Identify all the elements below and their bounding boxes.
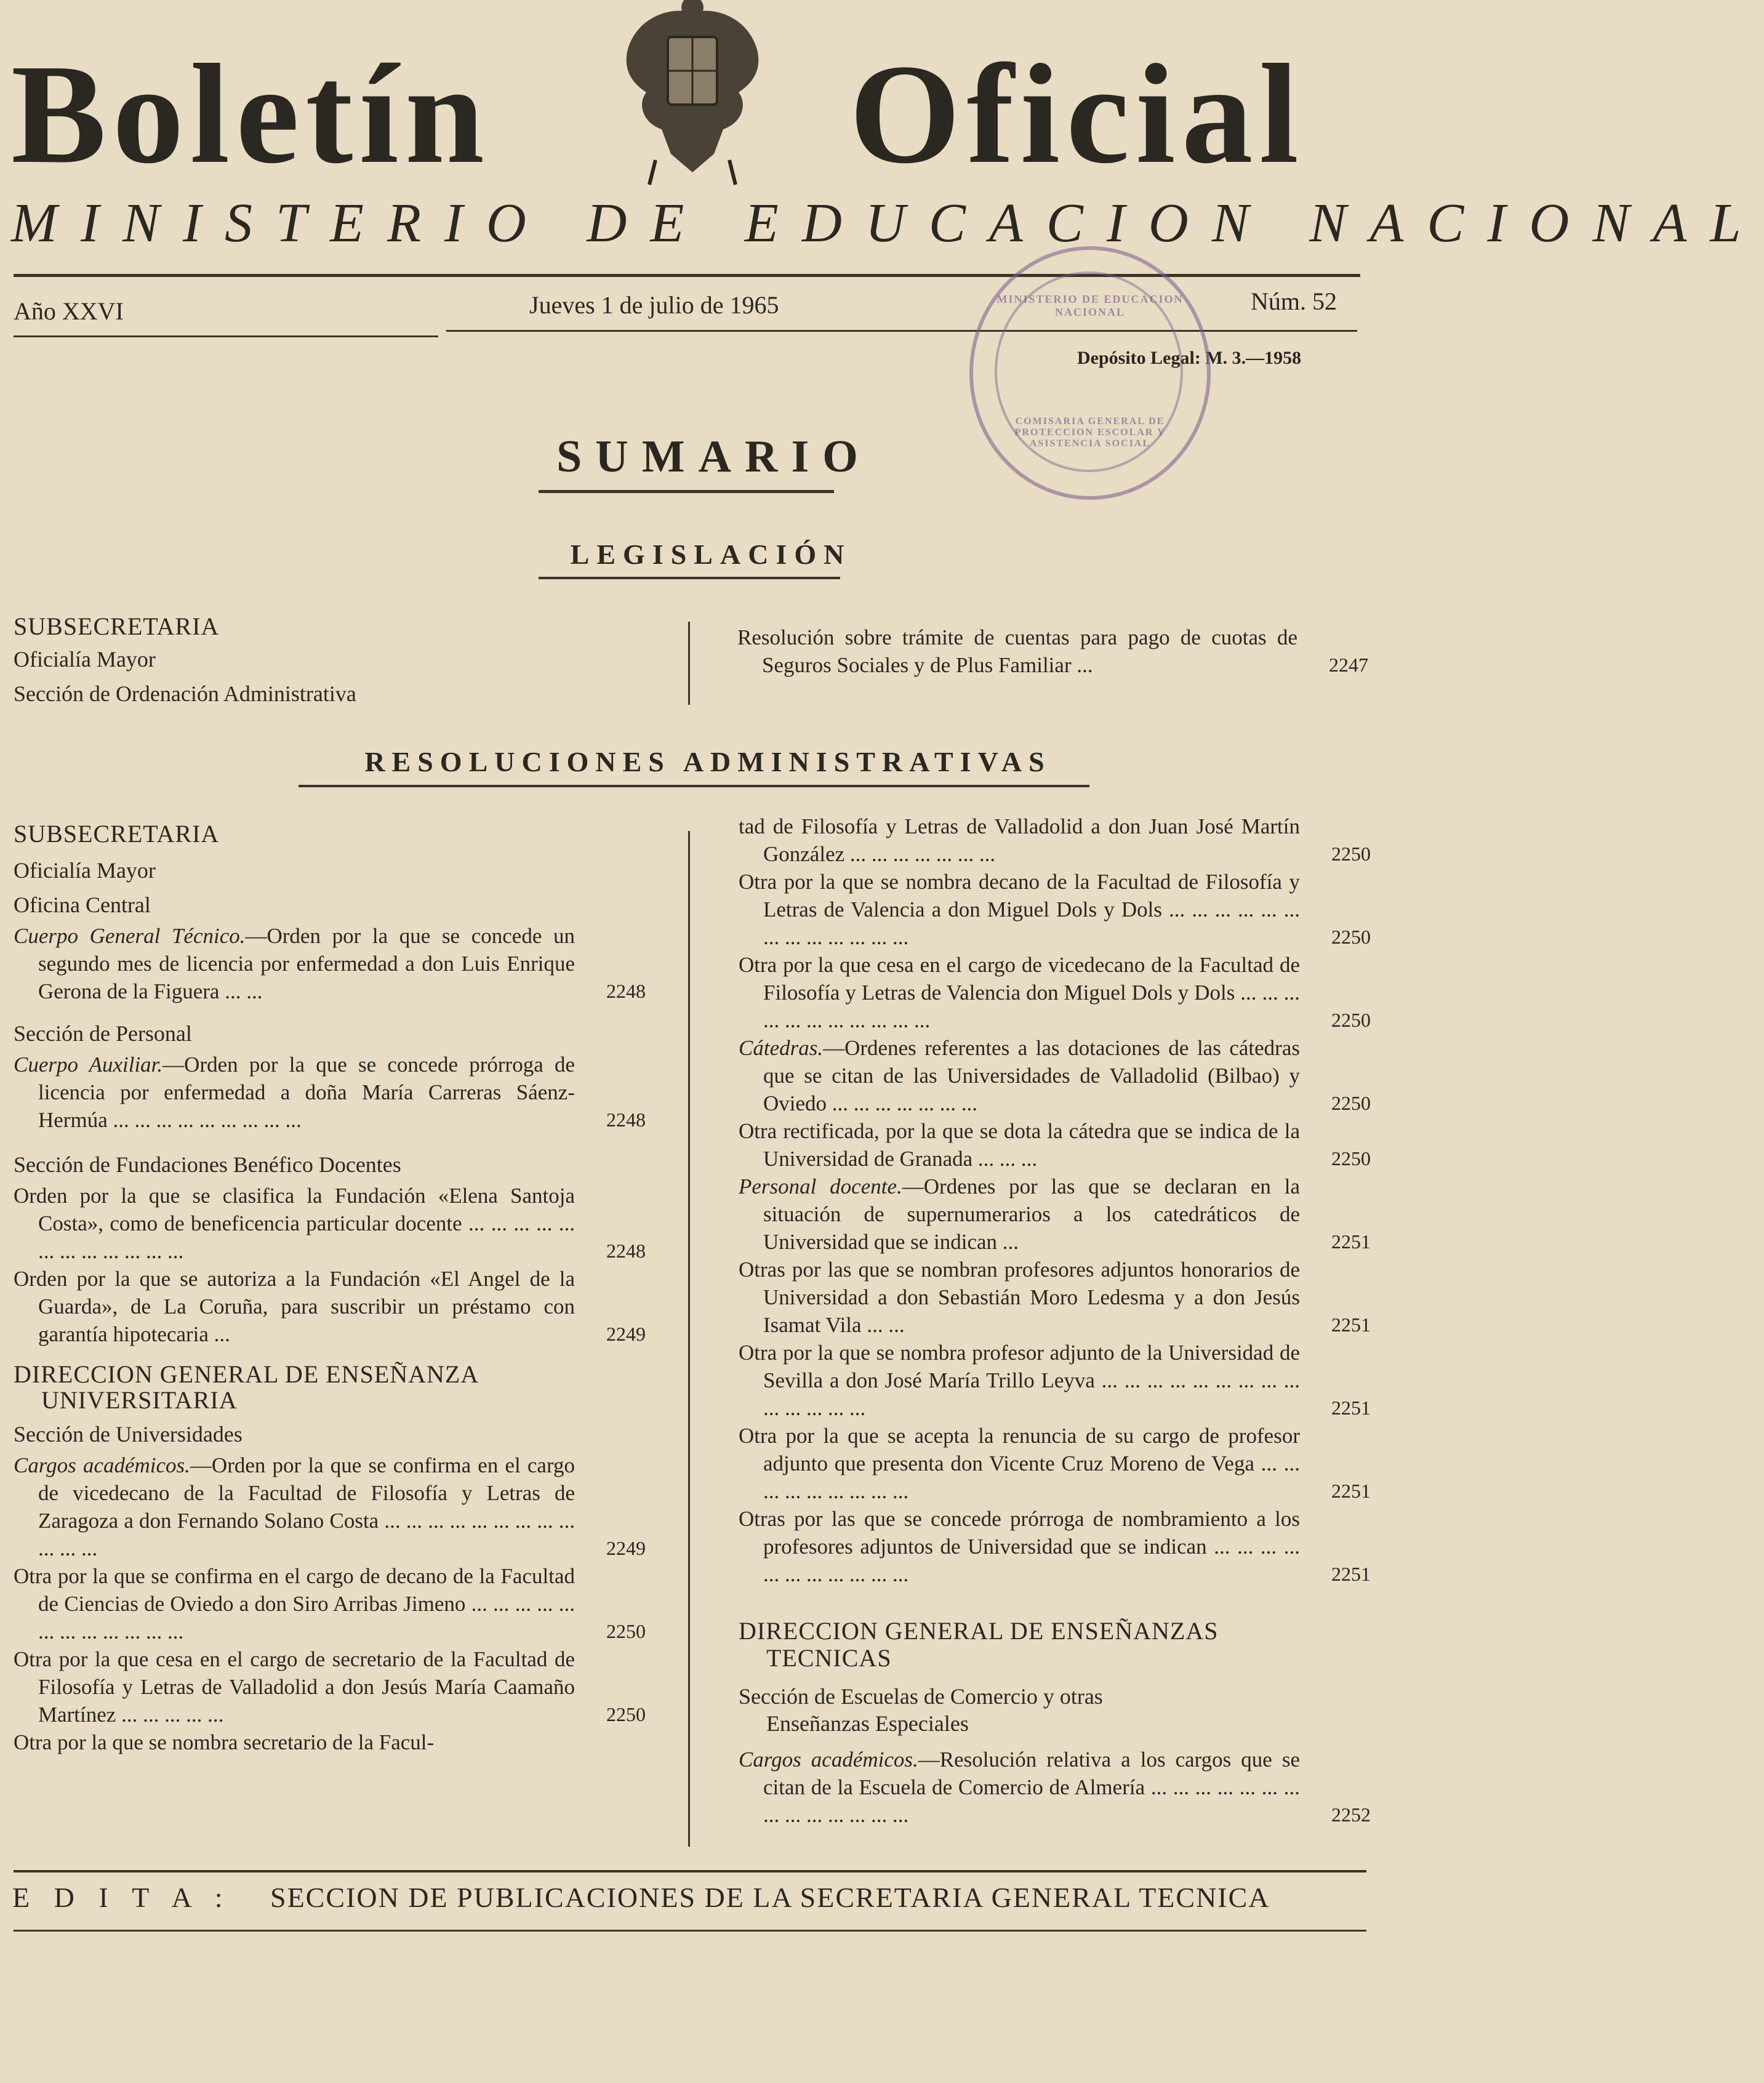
res-entry-text: —Resolución relativa a los cargos que se citan de la Escuela de Comercio de Almería ... ... ... ... ... ... ... ... ... ... ... ... ... ... xyxy=(763,1748,1301,1827)
footer-rule-bottom xyxy=(14,1930,1366,1932)
info-rule-right xyxy=(446,330,1357,332)
res-entry-text: —Orden por la que se concede prórroga de licencia por enfermedad a doña María Carreras Sáenz-Hermúa ... ... ... ... ... ... ... ... ... xyxy=(38,1053,575,1132)
res-entry-valencia-vicedecano xyxy=(739,951,1371,1034)
res-entry-page: 2248 xyxy=(606,1240,646,1262)
res-seccion-universidades: Sección de Universidades xyxy=(14,1422,243,1447)
footer-edita: E D I T A : xyxy=(12,1882,231,1913)
res-entry-text: Otra por la que se nombra secretario de la Facul- xyxy=(14,1730,435,1754)
res-entry-text: Otra por la que cesa en el cargo de secretario de la Facultad de Filosofía y Letras de Valladolid a don Jesús María Caamaño Martínez ... ... ... ... ... xyxy=(14,1647,575,1727)
res-entry-text: —Orden por la que se concede un segundo mes de licencia por enfermedad a don Luis Enrique Gerona de la Figuera ... ... xyxy=(38,924,575,1003)
res-entry-text: —Ordenes por las que se declaran en la situación de supernumerarios a los catedráticos de Universidad que se indican ... xyxy=(763,1174,1300,1254)
legislacion-right xyxy=(737,624,1368,679)
ministry-name: MINISTERIO DE EDUCACION NACIONAL xyxy=(11,193,1764,254)
res-entry-adjuntos-honorarios xyxy=(739,1256,1371,1339)
res-entry-lead: Cargos académicos. xyxy=(14,1453,190,1477)
res-entry-text: —Ordenes referentes a las dotaciones de las cátedras que se citan de las Universidades de Valladolid (Bilbao) y Oviedo ... ... ... ... ... ... ... xyxy=(763,1036,1300,1115)
legislacion-oficialia: Oficialía Mayor xyxy=(14,647,156,672)
masthead-title-right: Oficial xyxy=(849,35,1305,193)
res-entry-valladolid-secretario xyxy=(14,1728,575,1756)
res-entry-lead: Cuerpo Auxiliar. xyxy=(14,1053,163,1077)
res-entry-fundacion-elena xyxy=(14,1182,646,1265)
masthead-title-left: Boletín xyxy=(11,35,491,193)
res-entry-lead: Cargos académicos. xyxy=(739,1748,918,1772)
legislacion-entry xyxy=(737,624,1368,679)
res-entry-page: 2251 xyxy=(1331,1314,1371,1336)
res-entry-text: Otras por las que se concede prórroga de nombramiento a los profesores adjuntos de Universidad que se indican ... ... ... ... ... ... ... ... ... ... ... xyxy=(739,1507,1300,1586)
res-entry-text: Orden por la que se autoriza a la Fundación «El Angel de la Guarda», de La Coruña, para suscribir un préstamo con garantía hipotecaria ... xyxy=(14,1267,575,1346)
info-rule-left xyxy=(14,335,438,337)
res-entry-page: 2248 xyxy=(606,980,646,1002)
sumario-underline xyxy=(539,490,834,493)
res-entry-text: Otra por la que se confirma en el cargo de decano de la Facultad de Ciencias de Oviedo a don Siro Arribas Jimeno ... ... ... ... ... ... ... ... ... ... ... ... xyxy=(14,1564,575,1644)
res-entry-lead: Cátedras. xyxy=(739,1036,824,1060)
legislacion-entry-text: Resolución sobre trámite de cuentas para pago de cuotas de Seguros Sociales y de Plus Familiar ... xyxy=(737,625,1297,677)
resoluciones-column-divider xyxy=(688,831,690,1847)
issue-number: Núm. 52 xyxy=(1251,287,1337,315)
res-entry-valencia-decano xyxy=(739,868,1371,951)
res-entry-page: 2249 xyxy=(606,1323,646,1345)
res-entry-page: 2250 xyxy=(606,1620,646,1642)
footer-text: SECCION DE PUBLICACIONES DE LA SECRETARIA GENERAL TECNICA xyxy=(270,1882,1270,1913)
year-label: Año XXVI xyxy=(14,297,124,325)
legislacion-heading: LEGISLACIÓN xyxy=(570,539,852,570)
res-dg-ensenanzas-tecnicas-2: TECNICAS xyxy=(766,1644,892,1672)
legislacion-subsecretaria: SUBSECRETARIA xyxy=(14,612,220,640)
res-entry-cuerpo-general xyxy=(14,922,646,1005)
res-seccion-fundaciones: Sección de Fundaciones Benéfico Docentes xyxy=(14,1152,401,1177)
res-entry-oviedo xyxy=(14,1562,646,1645)
res-entry-cuerpo-auxiliar xyxy=(14,1051,646,1134)
ink-stamp-inner-text: COMISARIA GENERAL DE PROTECCION ESCOLAR Y ASISTENCIA SOCIAL xyxy=(1014,416,1166,449)
res-oficina: Oficina Central xyxy=(14,893,151,917)
res-entry-page: 2250 xyxy=(1331,1147,1371,1170)
res-entry-text: Orden por la que se clasifica la Fundación «Elena Santoja Costa», como de beneficencia particular docente ... ... ... ... ... ... ... ... ... ... ... ... xyxy=(14,1184,575,1263)
res-subsecretaria: SUBSECRETARIA xyxy=(14,820,220,848)
deposito-legal: Depósito Legal: M. 3.—1958 xyxy=(1077,348,1302,368)
res-entry-valladolid-cese xyxy=(14,1645,646,1728)
sumario-heading: SUMARIO xyxy=(556,431,872,482)
legislacion-column-divider xyxy=(688,622,690,705)
res-entry-lead: Cuerpo General Técnico. xyxy=(14,924,246,948)
res-entry-page: 2251 xyxy=(1331,1230,1371,1253)
res-entry-text: Otra por la que se acepta la renuncia de su cargo de profesor adjunto que presenta don Vicente Cruz Moreno de Vega ... ... ... ... ... ... ... ... ... xyxy=(739,1424,1300,1503)
res-entry-text: Otra por la que se nombra profesor adjunto de la Universidad de Sevilla a don José María Trillo Leyva ... ... ... ... ... ... ... ... ... ... ... ... ... ... xyxy=(739,1341,1300,1420)
legislacion-left xyxy=(14,611,629,711)
res-entry-page: 2251 xyxy=(1331,1480,1371,1502)
res-entry-valladolid-continued xyxy=(739,813,1371,868)
footer-line xyxy=(12,1884,1379,1912)
resoluciones-heading: RESOLUCIONES ADMINISTRATIVAS xyxy=(364,746,1051,777)
resoluciones-right-column xyxy=(739,813,1371,1829)
res-entry-fundacion-angel xyxy=(14,1265,646,1348)
res-entry-personal-docente xyxy=(739,1173,1371,1256)
res-dg-ensenanza-universitaria: DIRECCION GENERAL DE ENSEÑANZA xyxy=(14,1360,479,1388)
res-entry-page: 2251 xyxy=(1331,1397,1371,1419)
res-entry-page: 2251 xyxy=(1331,1563,1371,1585)
res-entry-almeria xyxy=(739,1746,1371,1829)
res-dg-ensenanzas-tecnicas: DIRECCION GENERAL DE ENSEÑANZAS xyxy=(739,1617,1219,1645)
legislacion-underline xyxy=(539,577,840,579)
res-entry-catedras xyxy=(739,1034,1371,1117)
coat-of-arms-emblem xyxy=(612,0,772,191)
res-entry-page: 2248 xyxy=(606,1109,646,1131)
res-entry-lead: Personal docente. xyxy=(739,1174,902,1198)
res-entry-prorroga xyxy=(739,1505,1371,1588)
res-entry-page: 2252 xyxy=(1331,1804,1371,1826)
res-entry-text: Otras por las que se nombran profesores adjuntos honorarios de Universidad a don Sebastián Moro Ledesma y a don Jesús Isamat Vila ... ... xyxy=(739,1258,1300,1337)
res-seccion-comercio: Sección de Escuelas de Comercio y otras xyxy=(739,1684,1103,1709)
res-entry-page: 2249 xyxy=(606,1537,646,1559)
res-entry-page: 2250 xyxy=(1331,1009,1371,1031)
legislacion-seccion: Sección de Ordenación Administrativa xyxy=(14,681,356,706)
resoluciones-left-column xyxy=(14,819,646,1756)
res-entry-page: 2250 xyxy=(1331,843,1371,865)
footer-rule-top xyxy=(14,1870,1366,1872)
res-entry-renuncia xyxy=(739,1422,1371,1505)
res-entry-page: 2250 xyxy=(1331,926,1371,948)
res-seccion-personal: Sección de Personal xyxy=(14,1021,192,1046)
resoluciones-underline xyxy=(299,785,1089,787)
res-entry-text: —Orden por la que se confirma en el cargo de vicedecano de la Facultad de Filosofía y Letras de Zaragoza a don Fernando Solano Costa ... ... ... ... ... ... ... ... ... ... ... ... xyxy=(38,1453,575,1560)
res-entry-text: Otra por la que cesa en el cargo de vicedecano de la Facultad de Filosofía y Letras de Valencia don Miguel Dols y Dols ... ... ... ... ... ... ... ... ... ... ... xyxy=(739,953,1300,1032)
ink-stamp-outer-text: MINISTERIO DE EDUCACION NACIONAL xyxy=(996,293,1184,318)
res-entry-page: 2250 xyxy=(606,1703,646,1725)
res-entry-text: Otra por la que se nombra decano de la Facultad de Filosofía y Letras de Valencia a don Miguel Dols y Dols ... ... ... ... ... ... ... ... ... ... ... ... ... xyxy=(739,870,1300,949)
res-dg-ensenanza-universitaria-2: UNIVERSITARIA xyxy=(41,1386,238,1414)
res-seccion-comercio-2: Enseñanzas Especiales xyxy=(766,1711,969,1736)
res-entry-granada xyxy=(739,1117,1371,1173)
res-entry-cargos-zaragoza xyxy=(14,1451,646,1562)
res-entry-page: 2250 xyxy=(1331,1092,1371,1114)
res-entry-text: Otra rectificada, por la que se dota la cátedra que se indica de la Universidad de Granada ... ... ... xyxy=(739,1119,1300,1171)
res-entry-sevilla xyxy=(739,1339,1371,1422)
legislacion-entry-page: 2247 xyxy=(1329,654,1368,676)
res-entry-text: tad de Filosofía y Letras de Valladolid a don Juan José Martín González ... ... ... ... ... ... ... xyxy=(739,814,1300,866)
issue-date: Jueves 1 de julio de 1965 xyxy=(529,291,779,319)
res-oficialia: Oficialía Mayor xyxy=(14,858,156,883)
